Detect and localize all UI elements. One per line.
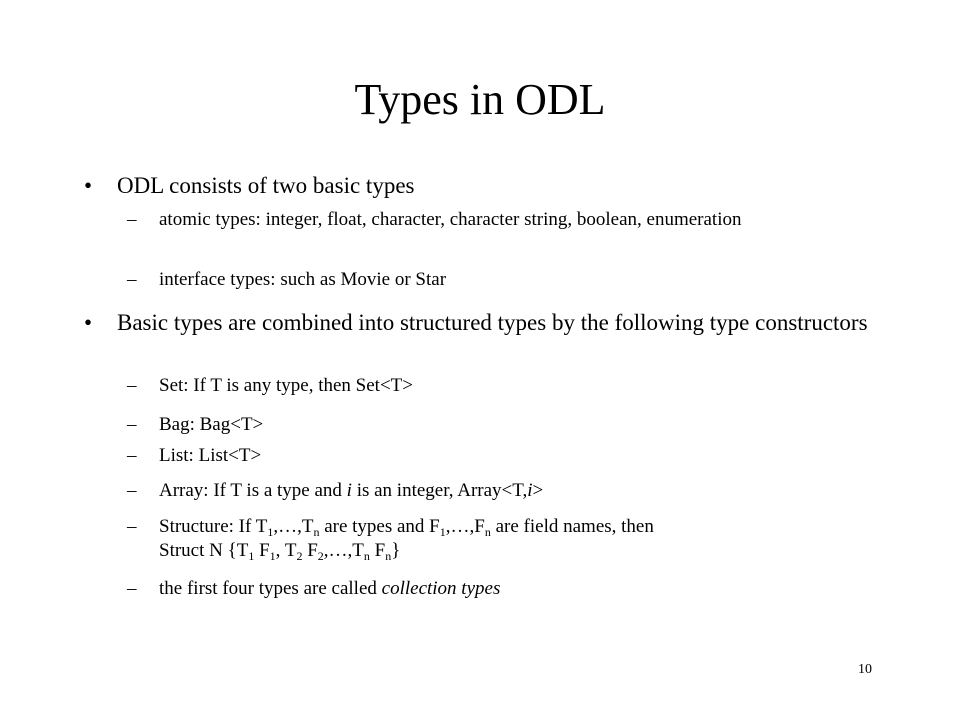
sub-bullet-collection-types (127, 577, 827, 601)
dash-marker: – (127, 269, 137, 290)
dash-marker: – (127, 375, 137, 396)
dash-marker: – (127, 414, 137, 435)
sub-bullet-bag (127, 413, 827, 437)
sub-bullet-text: interface types: such as Movie or Star (159, 269, 447, 290)
dash-marker: – (127, 578, 137, 599)
bullet-text: ODL consists of two basic types (117, 173, 415, 198)
dash-marker: – (127, 480, 137, 501)
bullet-basic-types (84, 170, 874, 201)
bullet-marker: • (84, 173, 93, 198)
sub-bullet-text: the first four types are called collection types (159, 578, 501, 599)
sub-bullet-text: Bag: Bag<T> (159, 414, 264, 435)
sub-bullet-array (127, 479, 827, 503)
sub-bullet-text: List: List<T> (159, 445, 262, 466)
sub-bullet-text: Structure: If $T_1,\dots,T_n$ are types and $F_1,\dots,F_n$ are field names, then Struct N {$T_1$ $F_1$, $T_2$ $F_2,\dots,T_n$ $F_n$} (159, 516, 654, 563)
dash-marker: – (127, 445, 137, 466)
page-number: 10 (858, 662, 872, 677)
slide-title: Types in ODL (354, 75, 606, 124)
bullet-marker: • (84, 310, 93, 335)
dash-marker: – (127, 516, 137, 537)
bullet-text: Basic types are combined into structured types by the following type constructors (117, 310, 868, 335)
sub-bullet-text: atomic types: integer, float, character, character string, boolean, enumeration (159, 209, 742, 230)
sub-bullet-atomic-types (127, 208, 827, 232)
sub-bullet-text: Set: If T is any type, then Set<T> (159, 375, 413, 396)
sub-bullet-set (127, 374, 827, 398)
sub-bullet-list (127, 444, 827, 468)
sub-bullet-interface-types (127, 268, 827, 292)
dash-marker: – (127, 209, 137, 230)
sub-bullet-text: Array: If T is a type and i is an integer, Array<T,i> (159, 480, 544, 501)
bullet-type-constructors (84, 307, 874, 338)
sub-bullet-structure (127, 515, 827, 563)
